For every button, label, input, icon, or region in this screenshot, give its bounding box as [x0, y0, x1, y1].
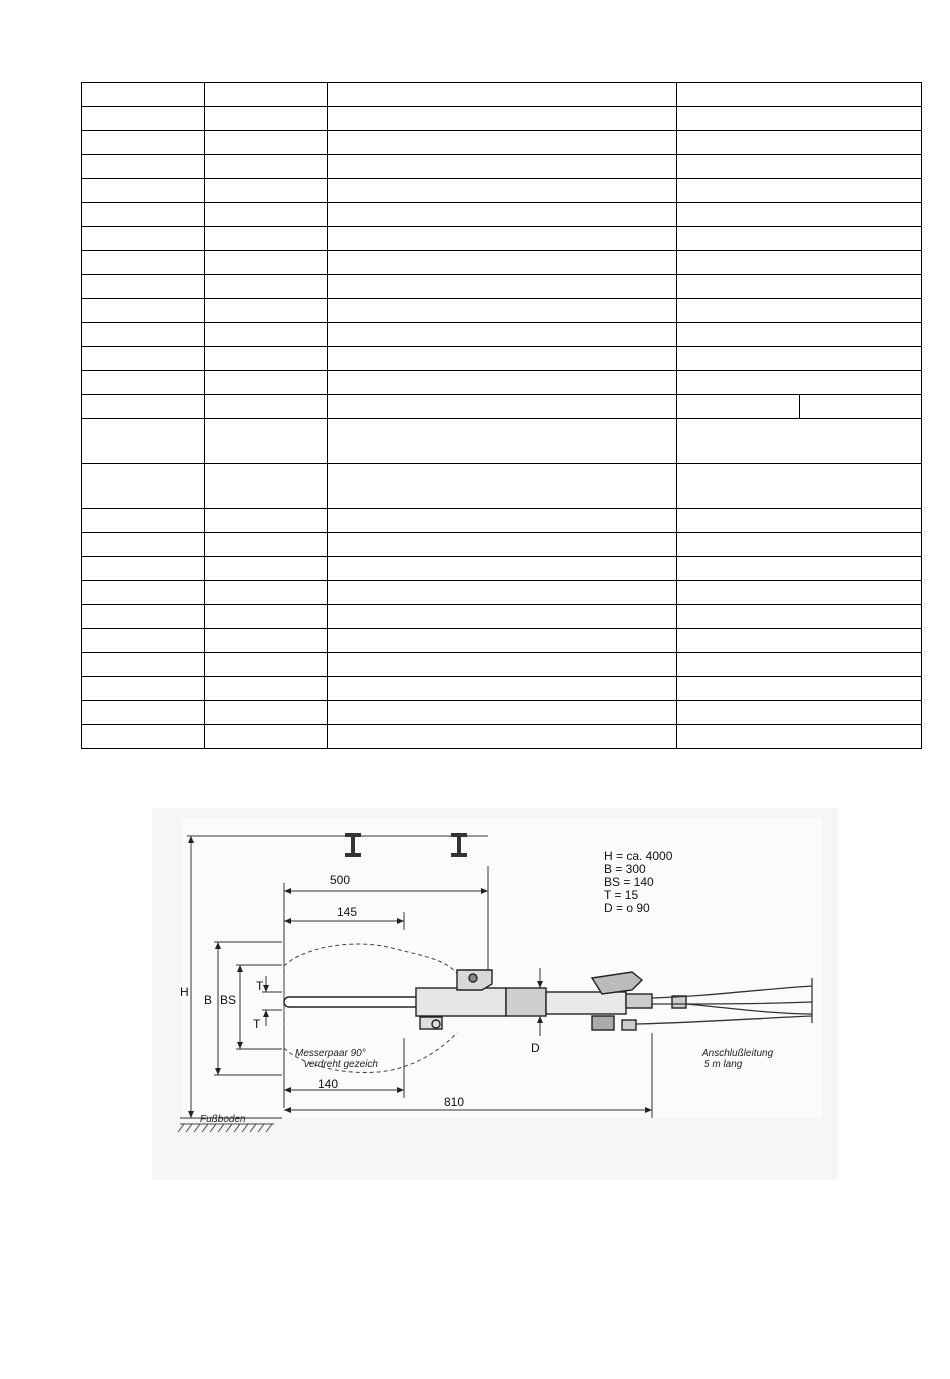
table-row — [82, 509, 922, 533]
label-810: 810 — [444, 1095, 465, 1109]
label-t-top: T — [256, 979, 264, 993]
note-anschluss-2: 5 m lang — [704, 1059, 743, 1070]
table-row — [82, 179, 922, 203]
blank-spec-table — [81, 82, 922, 749]
table-row — [82, 371, 922, 395]
table-row-tall — [82, 419, 922, 464]
note-anschluss-1: Anschlußleitung — [702, 1048, 774, 1059]
spec-d: D = o 90 — [604, 901, 650, 915]
table-row — [82, 131, 922, 155]
table-row — [82, 347, 922, 371]
scan-paper — [182, 818, 822, 1118]
label-d: D — [531, 1041, 540, 1055]
table-row — [82, 629, 922, 653]
table-row — [82, 323, 922, 347]
spec-bs: BS = 140 — [604, 875, 654, 889]
table-row — [82, 653, 922, 677]
spec-h: H = ca. 4000 — [604, 849, 673, 863]
split-cell-left — [677, 395, 799, 418]
drawing-svg — [152, 808, 838, 1180]
spec-t: T = 15 — [604, 888, 639, 902]
table-row-split — [82, 395, 922, 419]
table-row — [82, 605, 922, 629]
table-row — [82, 227, 922, 251]
split-cell-right — [799, 395, 922, 418]
table-row — [82, 701, 922, 725]
label-500: 500 — [330, 873, 351, 887]
label-b: B — [204, 993, 213, 1007]
table-row — [82, 677, 922, 701]
note-messerpaar-1: Messerpaar 90° — [295, 1048, 366, 1059]
label-fussboden: Fußboden — [200, 1114, 246, 1125]
table-row — [82, 203, 922, 227]
label-t-bottom: T — [253, 1017, 261, 1031]
technical-drawing — [152, 808, 838, 1180]
table-row — [82, 275, 922, 299]
label-h: H — [180, 985, 189, 999]
table-row — [82, 533, 922, 557]
label-145: 145 — [337, 905, 358, 919]
table-row — [82, 251, 922, 275]
table-row — [82, 725, 922, 749]
table-row — [82, 107, 922, 131]
table-row — [82, 299, 922, 323]
label-140: 140 — [318, 1077, 339, 1091]
note-messerpaar-2: verdreht gezeich — [304, 1059, 378, 1070]
table-row — [82, 83, 922, 107]
spec-b: B = 300 — [604, 862, 646, 876]
table-row-tall — [82, 464, 922, 509]
table-row — [82, 155, 922, 179]
label-bs: BS — [220, 993, 237, 1007]
table-row — [82, 557, 922, 581]
table-row — [82, 581, 922, 605]
